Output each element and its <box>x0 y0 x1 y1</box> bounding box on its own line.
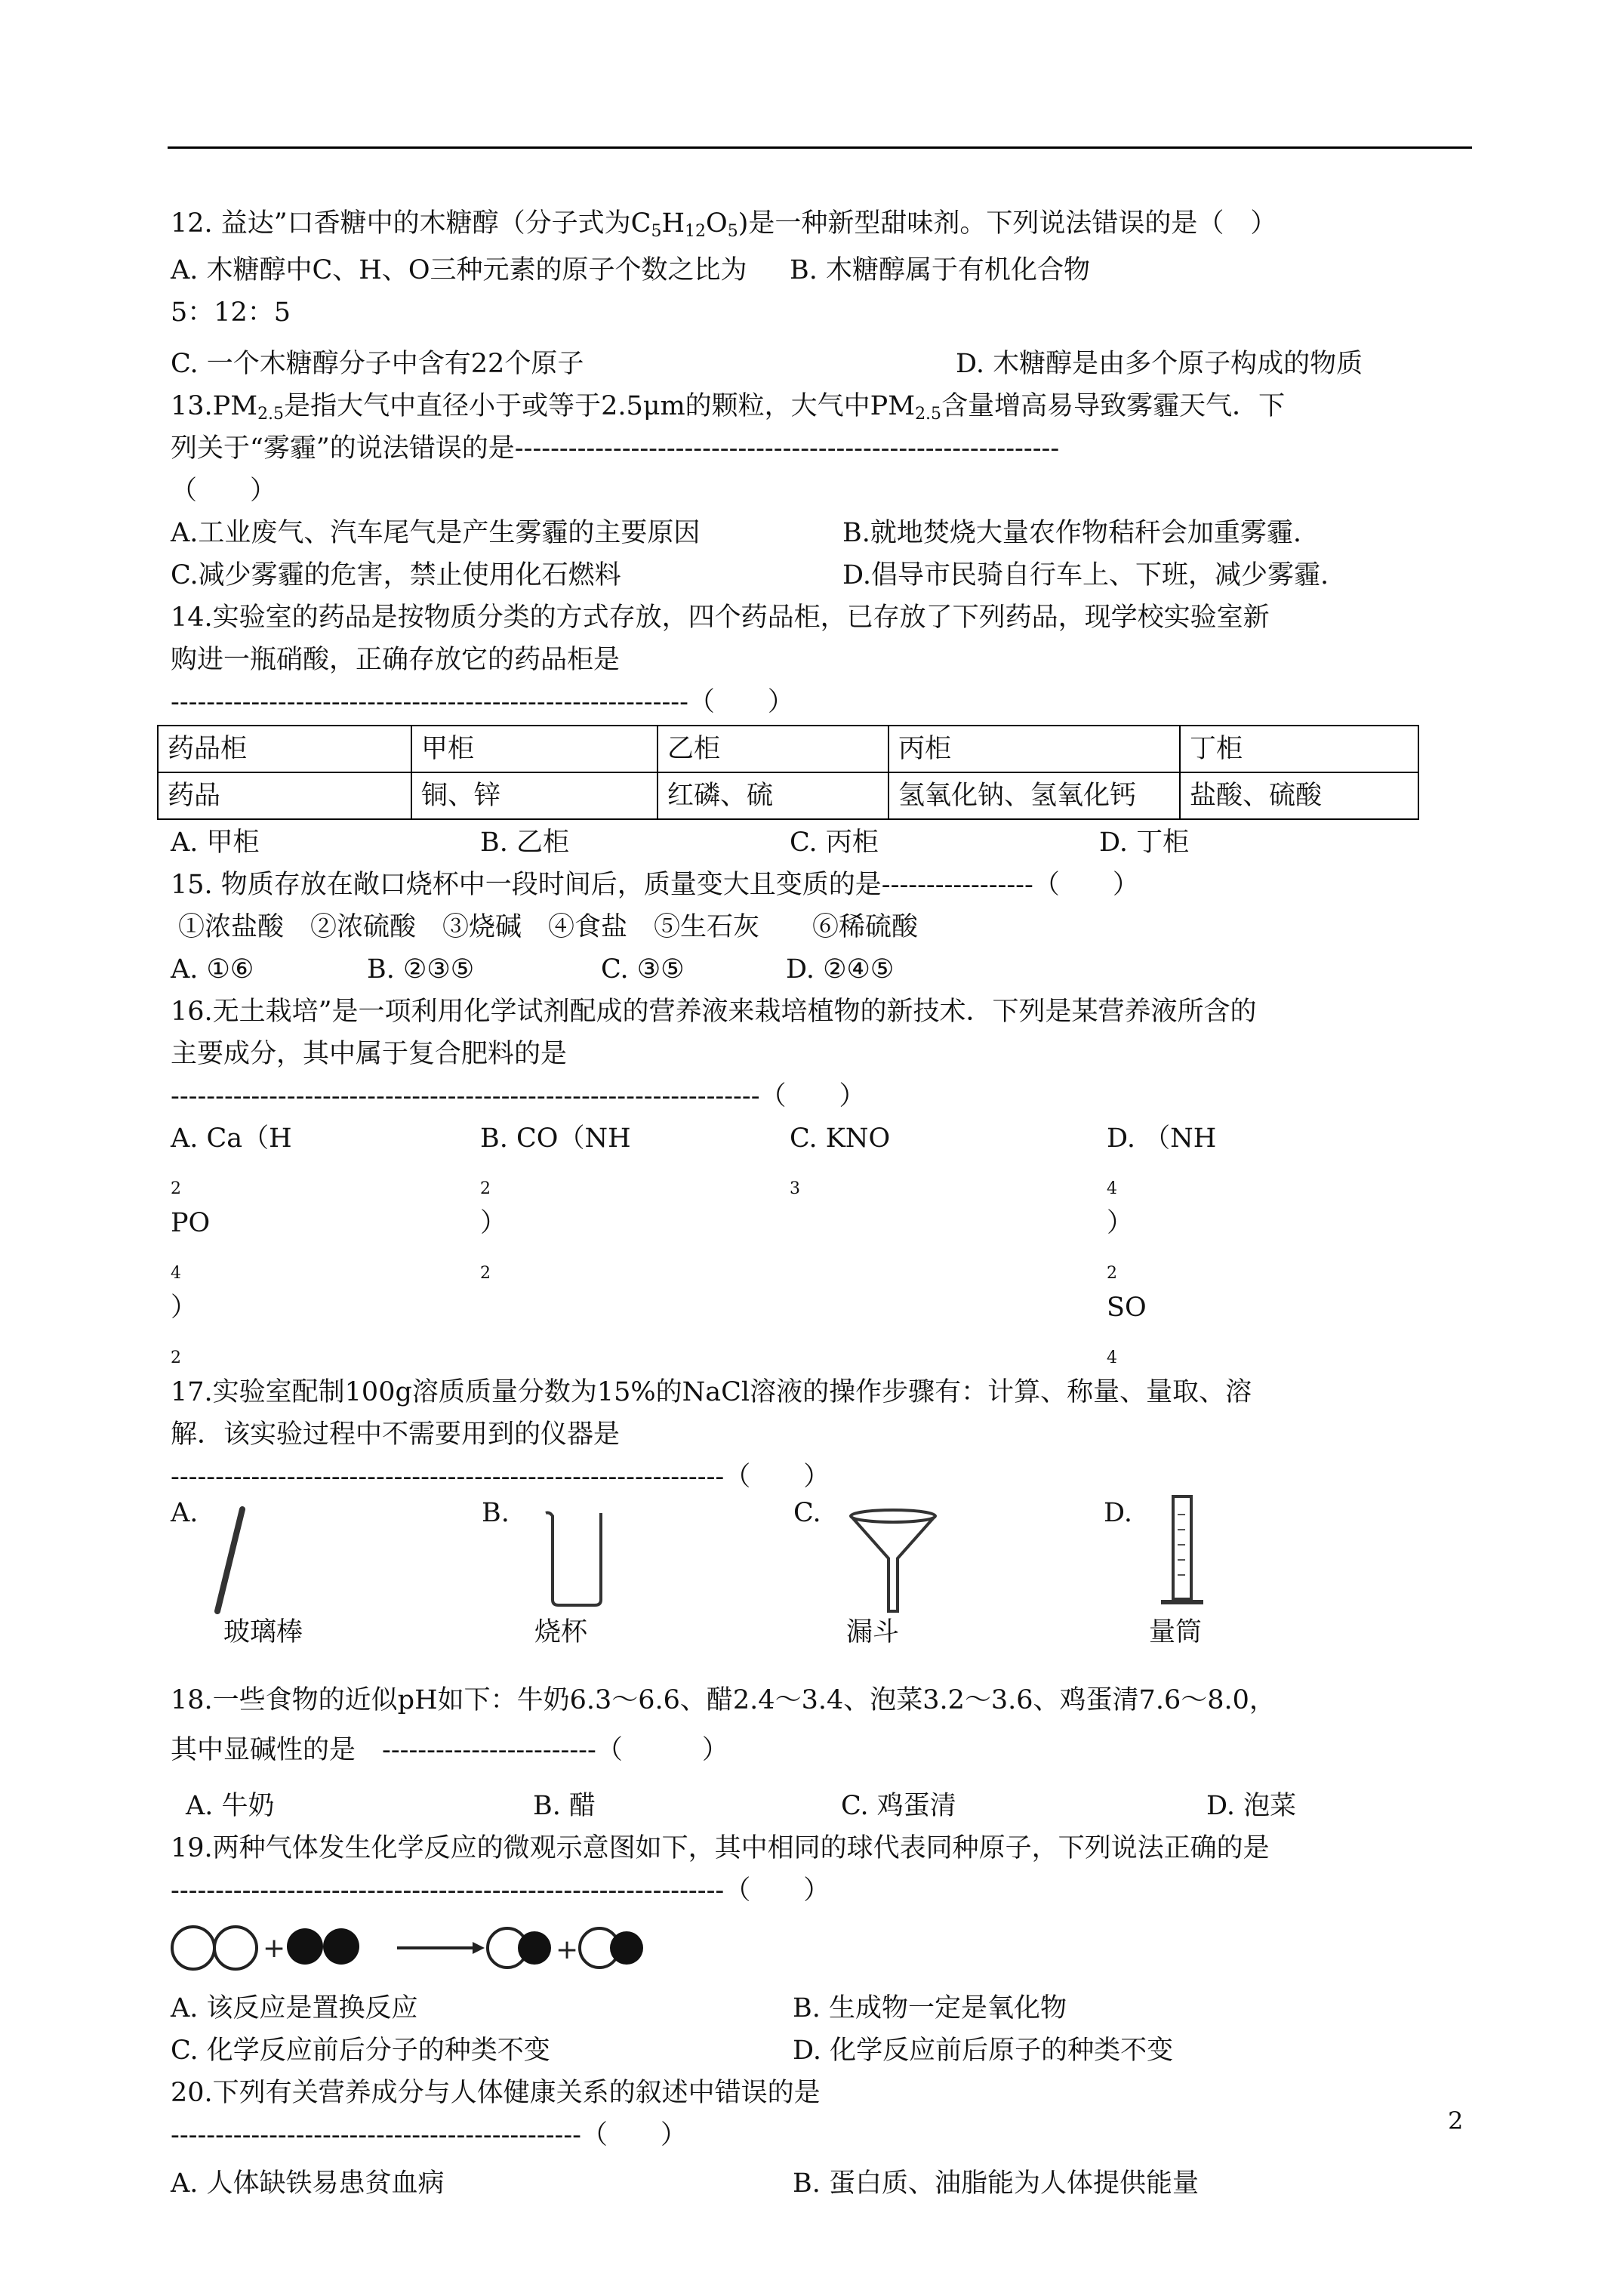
header-rule <box>168 146 1472 149</box>
q14-line3: ----------------------------------------------------------（ ） <box>171 687 794 717</box>
instrument-label: D. <box>1104 1498 1132 1528</box>
option-a: A. 木糖醇中C、H、O三种元素的原子个数之比为5：12：5 <box>171 255 747 328</box>
instrument-b <box>482 1498 588 1647</box>
table-cell: 铜、锌 <box>411 772 658 819</box>
q13-stem: 是指大气中直径小于或等于2.5μm的颗粒，大气中PM <box>284 391 916 421</box>
formula-part: D. （NH <box>1107 1123 1217 1154</box>
q18-line2: 其中显碱性的是 ------------------------（ ） <box>171 1735 728 1765</box>
formula-part: ） <box>480 1208 507 1238</box>
instrument-name: 漏斗 <box>846 1617 900 1647</box>
question-19: 19.两种气体发生化学反应的微观示意图如下，其中相同的球代表同种原子，下列说法正确的是 <box>171 1833 1270 1863</box>
question-13 <box>171 385 1469 427</box>
q15-options <box>171 948 1469 991</box>
q14-options <box>171 821 1469 864</box>
instrument-figures <box>171 1498 1469 1687</box>
question-17: 17.实验室配制100g溶质质量分数为15%的NaCl溶液的操作步骤有：计算、称量、量取、溶 <box>171 1377 1252 1407</box>
q14-line1: 14.实验室的药品是按物质分类的方式存放，四个药品柜，已存放了下列药品，现学校实验室新 <box>171 603 1270 633</box>
q13-options-row1 <box>171 512 1469 554</box>
subscript: 3 <box>790 1179 800 1198</box>
subscript: 4 <box>171 1264 181 1283</box>
svg-text:+: + <box>263 1933 286 1964</box>
glass-rod-icon <box>208 1505 254 1619</box>
option-a: A. 牛奶 <box>186 1791 275 1821</box>
question-15: 15. 物质存放在敞口烧杯中一段时间后，质量变大且变质的是-----------------（ ） <box>171 870 1139 900</box>
beaker-icon <box>542 1505 610 1611</box>
subscript: 5 <box>727 222 738 241</box>
table-row <box>158 772 1418 819</box>
option-b <box>480 1117 790 1371</box>
option-c: C. 化学反应前后分子的种类不变 <box>171 2036 550 2066</box>
table-cell: 药品 <box>158 772 411 819</box>
option-b: B. 蛋白质、油脂能为人体提供能量 <box>793 2168 1199 2199</box>
option-d: D.倡导市民骑自行车上、下班，减少雾霾. <box>842 560 1329 590</box>
formula-part: ） <box>171 1293 198 1323</box>
option-d <box>1107 1117 1216 1371</box>
q12-stem: 12. 益达”口香糖中的木糖醇（分子式为C <box>171 208 651 239</box>
option-b: B. 生成物一定是氧化物 <box>793 1993 1067 2023</box>
option-b: B. 木糖醇属于有机化合物 <box>790 255 1090 285</box>
option-d: D. 丁柜 <box>1099 827 1190 858</box>
q13-line2: 列关于“雾霾”的说法错误的是------------------------------------------------------------- <box>171 433 1060 464</box>
option-c: C. 鸡蛋清 <box>841 1791 956 1821</box>
formula-part: SO <box>1107 1293 1147 1323</box>
cabinet-table <box>157 725 1419 820</box>
subscript: 12 <box>685 222 706 241</box>
q12-stem: O <box>706 208 728 239</box>
formula-part: A. Ca（H <box>171 1123 292 1154</box>
option-a: A. 人体缺铁易患贫血病 <box>171 2168 445 2199</box>
q19-line2: --------------------------------------------------------------（ ） <box>171 1875 830 1906</box>
q20-options <box>171 2162 1469 2205</box>
option-d: D. 泡菜 <box>1206 1791 1297 1821</box>
instrument-name: 量筒 <box>1149 1617 1203 1647</box>
answer-blank: （ ） <box>171 476 277 506</box>
graduated-cylinder-icon <box>1156 1492 1217 1613</box>
subscript: 2 <box>171 1179 181 1198</box>
q13-options-row2 <box>171 554 1469 596</box>
instrument-a <box>171 1498 303 1647</box>
table-header: 乙柜 <box>658 726 888 772</box>
instrument-label: C. <box>793 1498 821 1528</box>
question-12 <box>171 202 1469 245</box>
q19-options-row1 <box>171 1987 1469 2029</box>
option-c: C.减少雾霾的危害，禁止使用化石燃料 <box>171 560 621 590</box>
q17-line3: --------------------------------------------------------------（ ） <box>171 1462 830 1492</box>
q19-options-row2 <box>171 2029 1469 2072</box>
subscript: 4 <box>1107 1179 1117 1198</box>
table-cell: 盐酸、硫酸 <box>1180 772 1418 819</box>
q14-line2: 购进一瓶硝酸，正确存放它的药品柜是 <box>171 645 621 675</box>
table-header-row <box>158 726 1418 772</box>
option-d: D. 化学反应前后原子的种类不变 <box>793 2036 1174 2066</box>
question-16: 16.无土栽培”是一项利用化学试剂配成的营养液来栽培植物的新技术．下列是某营养液所含的 <box>171 997 1257 1027</box>
table-cell: 氢氧化钠、氢氧化钙 <box>888 772 1180 819</box>
subscript: 2.5 <box>915 405 942 424</box>
q17-line2: 解．该实验过程中不需要用到的仪器是 <box>171 1419 621 1450</box>
subscript: 2 <box>480 1264 491 1283</box>
q13-stem: 含量增高易导致雾霾天气．下 <box>941 391 1286 421</box>
option-c <box>790 1117 1107 1371</box>
q12-options-row2 <box>171 343 1469 385</box>
option-a: A. 该反应是置换反应 <box>171 1993 418 2023</box>
page-content <box>168 202 1469 2205</box>
question-20: 20.下列有关营养成分与人体健康关系的叙述中错误的是 <box>171 2078 821 2108</box>
reaction-diagram <box>171 1919 1469 1987</box>
q15-items: ①浓盐酸 ②浓硫酸 ③烧碱 ④食盐 ⑤生石灰 ⑥稀硫酸 <box>178 912 919 942</box>
option-b: B. 乙柜 <box>480 827 569 858</box>
instrument-c <box>793 1498 900 1647</box>
option-c: C. ③⑤ <box>601 954 685 985</box>
table-cell: 红磷、硫 <box>658 772 888 819</box>
option-c: C. 一个木糖醇分子中含有22个原子 <box>171 349 584 379</box>
formula-part: C. KNO <box>790 1123 891 1154</box>
instrument-label: B. <box>482 1498 510 1528</box>
table-header: 甲柜 <box>411 726 658 772</box>
option-b: B. ②③⑤ <box>367 954 475 985</box>
formula-part: ） <box>1107 1208 1134 1238</box>
q16-options <box>171 1117 1469 1371</box>
page-number: 2 <box>1448 2106 1464 2135</box>
instrument-d <box>1104 1498 1203 1647</box>
subscript: 4 <box>1107 1348 1117 1367</box>
option-a: A. 甲柜 <box>171 827 260 858</box>
option-a: A.工业废气、汽车尾气是产生雾霾的主要原因 <box>171 518 701 548</box>
q20-line2: ----------------------------------------------（ ） <box>171 2120 688 2150</box>
option-a: A. ①⑥ <box>171 954 254 985</box>
subscript: 2 <box>480 1179 491 1198</box>
formula-part: B. CO（NH <box>480 1123 631 1154</box>
subscript: 2 <box>1107 1264 1117 1283</box>
q12-stem: H <box>661 208 685 239</box>
instrument-name: 烧杯 <box>534 1617 588 1647</box>
q12-options-row1 <box>171 249 1469 334</box>
svg-text:+: + <box>556 1934 579 1965</box>
question-18: 18.一些食物的近似pH如下：牛奶6.3～6.6、醋2.4～3.4、泡菜3.2～3.6、鸡蛋清7.6～8.0， <box>171 1685 1276 1715</box>
q16-line3: ------------------------------------------------------------------（ ） <box>171 1081 866 1111</box>
q16-line2: 主要成分，其中属于复合肥料的是 <box>171 1039 568 1069</box>
q12-stem: )是一种新型甜味剂。下列说法错误的是（ ） <box>738 208 1277 239</box>
molecule-reaction-icon <box>171 1919 699 1987</box>
subscript: 5 <box>651 222 662 241</box>
instrument-name: 玻璃棒 <box>223 1617 303 1647</box>
q18-options <box>171 1785 1469 1827</box>
funnel-icon <box>846 1505 944 1619</box>
formula-part: PO <box>171 1208 211 1238</box>
subscript: 2.5 <box>257 405 285 424</box>
option-a <box>171 1117 480 1371</box>
subscript: 2 <box>171 1348 181 1367</box>
table-header: 丁柜 <box>1180 726 1418 772</box>
option-c: C. 丙柜 <box>790 827 879 858</box>
instrument-label: A. <box>171 1498 199 1528</box>
option-d: D. ②④⑤ <box>786 954 895 985</box>
table-header: 药品柜 <box>158 726 411 772</box>
option-d: D. 木糖醇是由多个原子构成的物质 <box>956 349 1363 379</box>
q13-stem: 13.PM <box>171 391 258 421</box>
option-b: B.就地焚烧大量农作物秸秆会加重雾霾. <box>842 518 1301 548</box>
table-header: 丙柜 <box>888 726 1180 772</box>
option-b: B. 醋 <box>533 1791 596 1821</box>
